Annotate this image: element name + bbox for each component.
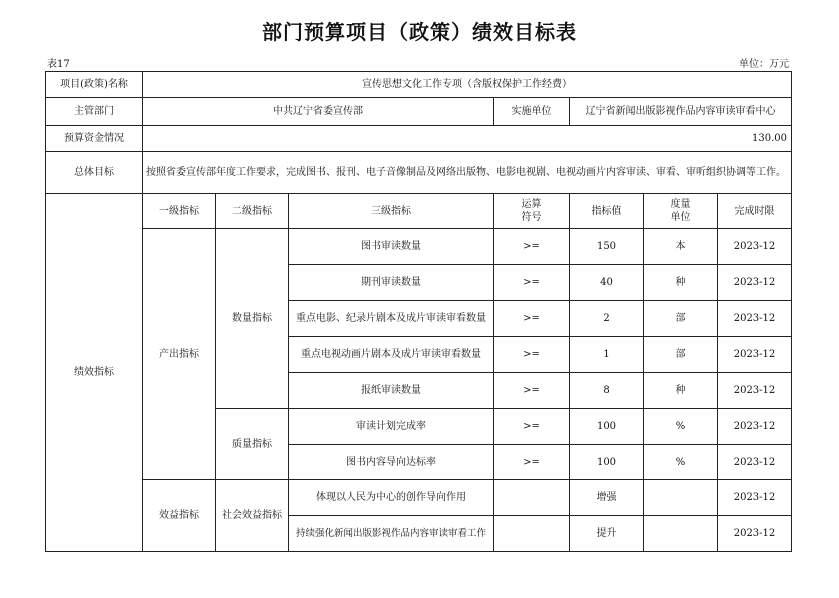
indicator-value: 100 — [570, 409, 644, 445]
goal-label: 总体目标 — [46, 152, 143, 194]
table-row — [46, 480, 792, 516]
indicator-value: 40 — [570, 265, 644, 301]
indicator-deadline: 2023-12 — [718, 409, 792, 445]
indicator-unit — [644, 480, 718, 516]
indicator-value: 2 — [570, 301, 644, 337]
unit-label: 单位：万元 — [739, 59, 789, 70]
indicator-name: 体现以人民为中心的创作导向作用 — [289, 480, 494, 516]
indicator-value: 增强 — [570, 480, 644, 516]
group-output: 产出指标 — [143, 229, 216, 480]
page-title: 部门预算项目（政策）绩效目标表 — [262, 20, 577, 44]
indicator-deadline: 2023-12 — [718, 337, 792, 373]
header-level2: 二级指标 — [216, 194, 289, 229]
impl-label: 实施单位 — [494, 98, 570, 126]
budget-label: 预算资金情况 — [46, 126, 143, 152]
indicator-deadline: 2023-12 — [718, 229, 792, 265]
goal-row — [46, 152, 792, 194]
group-quantity: 数量指标 — [216, 229, 289, 409]
table-number: 表17 — [47, 59, 70, 70]
dept-value: 中共辽宁省委宣传部 — [143, 98, 494, 126]
group-benefit: 效益指标 — [143, 480, 216, 552]
group-social: 社会效益指标 — [216, 480, 289, 552]
indicator-op: >= — [494, 229, 570, 265]
indicator-value: 1 — [570, 337, 644, 373]
header-level3: 三级指标 — [289, 194, 494, 229]
project-label: 项目(政策)名称 — [46, 72, 143, 98]
indicator-value: 8 — [570, 373, 644, 409]
header-row — [46, 194, 792, 229]
performance-table — [45, 71, 792, 552]
project-row — [46, 72, 792, 98]
header-level1: 一级指标 — [143, 194, 216, 229]
indicator-unit: 部 — [644, 301, 718, 337]
indicator-op: >= — [494, 409, 570, 445]
indicator-deadline: 2023-12 — [718, 445, 792, 480]
table-row — [46, 229, 792, 265]
header-value: 指标值 — [570, 194, 644, 229]
indicator-name: 重点电视动画片剧本及成片审读审看数量 — [289, 337, 494, 373]
indicator-value: 100 — [570, 445, 644, 480]
project-value: 宣传思想文化工作专项（含版权保护工作经费） — [143, 72, 792, 98]
dept-row — [46, 98, 792, 126]
indicator-deadline: 2023-12 — [718, 265, 792, 301]
indicator-op: >= — [494, 301, 570, 337]
indicator-deadline: 2023-12 — [718, 480, 792, 516]
indicator-name: 报纸审读数量 — [289, 373, 494, 409]
indicator-name: 审读计划完成率 — [289, 409, 494, 445]
perf-label: 绩效指标 — [46, 194, 143, 552]
dept-label: 主管部门 — [46, 98, 143, 126]
indicator-unit — [644, 516, 718, 552]
indicator-deadline: 2023-12 — [718, 516, 792, 552]
indicator-name: 持续强化新闻出版影视作品内容审读审看工作 — [289, 516, 494, 552]
indicator-op: >= — [494, 445, 570, 480]
indicator-name: 图书审读数量 — [289, 229, 494, 265]
header-deadline: 完成时限 — [718, 194, 792, 229]
goal-value: 按照省委宣传部年度工作要求，完成图书、报刊、电子音像制品及网络出版物、电影电视剧、电视动画片内容审读、审看、审听组织协调等工作。 — [143, 152, 792, 194]
impl-value: 辽宁省新闻出版影视作品内容审读审看中心 — [570, 98, 792, 126]
header-op: 运算 符号 — [494, 194, 570, 229]
indicator-unit: 种 — [644, 373, 718, 409]
indicator-value: 提升 — [570, 516, 644, 552]
group-quality: 质量指标 — [216, 409, 289, 480]
indicator-unit: % — [644, 445, 718, 480]
indicator-op: >= — [494, 373, 570, 409]
indicator-op: >= — [494, 337, 570, 373]
indicator-value: 150 — [570, 229, 644, 265]
budget-value: 130.00 — [143, 126, 792, 152]
indicator-unit: 部 — [644, 337, 718, 373]
indicator-name: 图书内容导向达标率 — [289, 445, 494, 480]
indicator-op — [494, 516, 570, 552]
indicator-unit: 种 — [644, 265, 718, 301]
indicator-unit: % — [644, 409, 718, 445]
budget-row — [46, 126, 792, 152]
indicator-deadline: 2023-12 — [718, 373, 792, 409]
indicator-op: >= — [494, 265, 570, 301]
header-unit: 度量 单位 — [644, 194, 718, 229]
indicator-deadline: 2023-12 — [718, 301, 792, 337]
indicator-op — [494, 480, 570, 516]
indicator-name: 重点电影、纪录片剧本及成片审读审看数量 — [289, 301, 494, 337]
indicator-name: 期刊审读数量 — [289, 265, 494, 301]
indicator-unit: 本 — [644, 229, 718, 265]
